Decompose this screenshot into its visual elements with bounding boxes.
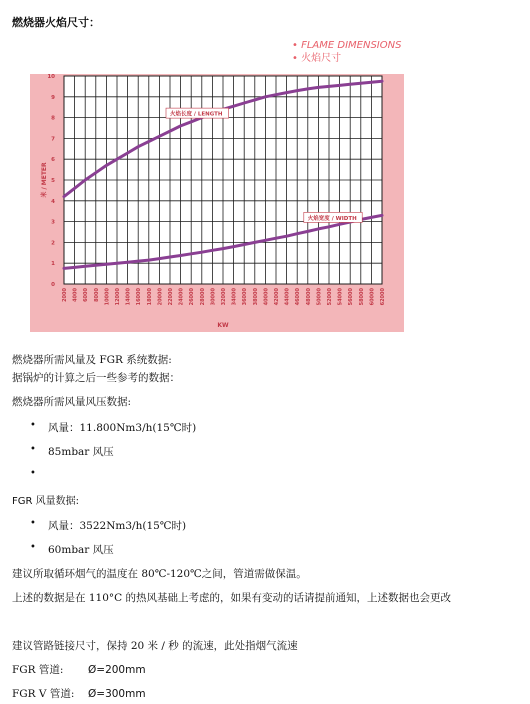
x-tick-label: 28000 xyxy=(199,288,206,306)
pipe-row-fgr xyxy=(12,662,146,677)
x-tick-label: 22000 xyxy=(168,288,174,306)
x-tick-label: 34000 xyxy=(231,288,238,306)
x-tick-label: 8000 xyxy=(93,288,100,302)
flame-dimensions-chart xyxy=(30,34,404,332)
y-tick-label: 6 xyxy=(51,157,55,164)
x-tick-label: 62000 xyxy=(380,288,386,306)
series-label: 火焰宽度 / WIDTH xyxy=(307,215,357,222)
bullet-icon: • xyxy=(30,444,36,455)
y-tick-label: 2 xyxy=(51,240,55,247)
x-axis-label: KW xyxy=(217,322,229,329)
y-tick-label: 8 xyxy=(51,115,55,122)
x-tick-label: 42000 xyxy=(274,288,280,306)
pipe-row-fgr-v xyxy=(12,686,146,701)
y-tick-label: 7 xyxy=(51,136,55,143)
x-tick-label: 56000 xyxy=(348,288,355,306)
chart-title-en: • FLAME DIMENSIONS xyxy=(292,40,402,51)
boiler-note: 据锅炉的计算之后一些参考的数据： xyxy=(12,372,180,384)
x-tick-label: 48000 xyxy=(305,288,312,306)
x-tick-label: 2000 xyxy=(62,288,68,302)
x-tick-label: 26000 xyxy=(189,288,196,306)
page-heading: 燃烧器火焰尺寸： xyxy=(12,16,100,29)
x-tick-label: 6000 xyxy=(83,288,90,302)
fan-data-title: 燃烧器所需风量风压数据: xyxy=(12,396,132,408)
fan-item-text: 85mbar 风压 xyxy=(48,446,114,458)
bullet-icon: • xyxy=(30,420,36,431)
x-tick-label: 32000 xyxy=(221,288,227,306)
chart-svg xyxy=(30,34,404,332)
x-tick-label: 52000 xyxy=(327,288,333,306)
fgr-item-text: 风量：3522Nm3/h(15℃时) xyxy=(48,520,187,532)
y-tick-label: 3 xyxy=(51,219,55,226)
pipe-value: Ø=200mm xyxy=(88,664,146,676)
x-tick-label: 44000 xyxy=(284,288,291,306)
bullet-icon: • xyxy=(30,518,36,529)
pipe-value: Ø=300mm xyxy=(88,688,146,700)
x-tick-label: 58000 xyxy=(358,288,365,306)
x-tick-label: 14000 xyxy=(125,288,132,306)
x-tick-label: 40000 xyxy=(263,288,270,306)
bullet-icon: • xyxy=(30,542,36,553)
bullet-icon: • xyxy=(30,468,36,479)
pipe-note: 建议管路链接尺寸，保持 20 米 / 秒 的流速，此处指烟气流速 xyxy=(12,640,298,652)
basis-note: 上述的数据是在 110°C 的热风基础上考虑的，如果有变动的话请提前通知，上述数据也会更改 xyxy=(12,592,451,604)
x-tick-label: 60000 xyxy=(369,288,376,306)
y-tick-label: 1 xyxy=(51,261,55,268)
x-tick-label: 12000 xyxy=(115,288,121,306)
y-tick-label: 4 xyxy=(51,198,55,205)
x-tick-label: 10000 xyxy=(104,288,111,306)
series-label: 火焰长度 / LENGTH xyxy=(170,111,223,118)
y-tick-label: 0 xyxy=(51,282,55,288)
fgr-item-text: 60mbar 风压 xyxy=(48,544,114,556)
temp-note: 建议所取循环烟气的温度在 80℃-120℃之间，管道需做保温。 xyxy=(12,568,307,580)
x-tick-label: 46000 xyxy=(295,288,302,306)
y-tick-label: 10 xyxy=(47,74,55,80)
fan-item-text: 风量：11.800Nm3/h(15℃时) xyxy=(48,422,197,434)
x-tick-label: 18000 xyxy=(146,288,153,306)
y-axis-label: 米 / METER xyxy=(41,162,48,198)
fgr-title: FGR 风量数据: xyxy=(12,496,79,507)
x-tick-label: 4000 xyxy=(72,288,79,302)
x-tick-label: 54000 xyxy=(337,288,344,306)
pipe-label: FGR 管道: xyxy=(12,664,64,676)
x-tick-label: 20000 xyxy=(157,288,164,306)
x-tick-label: 50000 xyxy=(316,288,323,306)
fan-fgr-title: 燃烧器所需风量及 FGR 系统数据: xyxy=(12,354,172,366)
x-tick-label: 36000 xyxy=(242,288,249,306)
y-tick-label: 5 xyxy=(51,178,55,184)
x-tick-label: 30000 xyxy=(210,288,217,306)
x-tick-label: 38000 xyxy=(252,288,259,306)
x-tick-label: 24000 xyxy=(178,288,185,306)
chart-title-cn: • 火焰尺寸 xyxy=(292,53,342,64)
pipe-label: FGR V 管道: xyxy=(12,688,75,700)
y-tick-label: 9 xyxy=(51,94,55,101)
x-tick-label: 16000 xyxy=(136,288,143,306)
